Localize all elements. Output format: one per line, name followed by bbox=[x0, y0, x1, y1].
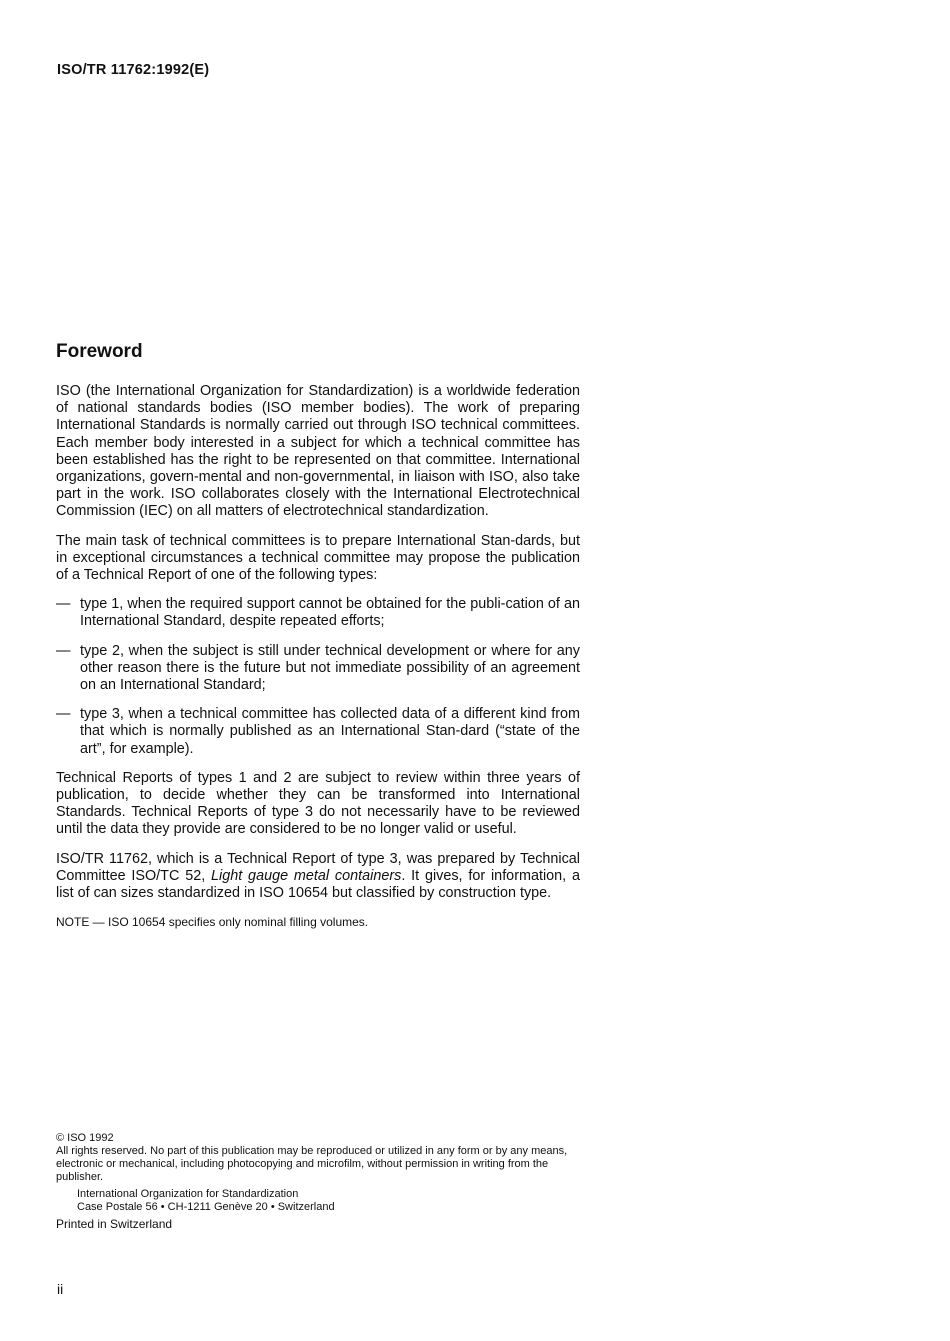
paragraph-iso-intro: ISO (the International Organization for Standardization) is a worldwide federation of national standards bodies (ISO member bodies). The work of preparing International Standards is normally carried out through ISO technical committees. Each member body interested in a subject for which a technical committee has been established has the right to be represented on that committee. International organizations, govern-mental and non-governmental, in liaison with ISO, also take part in the work. ISO collaborates closely with the International Electrotechnical Commission (IEC) on all matters of electrotechnical standardization. bbox=[56, 383, 580, 520]
foreword-heading: Foreword bbox=[56, 341, 143, 362]
committee-title: Light gauge metal containers bbox=[211, 867, 402, 884]
printed-in: Printed in Switzerland bbox=[56, 1217, 173, 1231]
document-id: ISO/TR 11762:1992(E) bbox=[57, 62, 210, 78]
publisher-name: International Organization for Standardization bbox=[77, 1188, 299, 1200]
list-item-text: type 2, when the subject is still under technical development or where for any other reason there is the future but not immediate possibility of an agreement on an International Standard; bbox=[80, 642, 580, 694]
prepared-by-text-end: . It gives, for information, a list of can sizes standardized in ISO 10654 but classified by construction type. bbox=[56, 867, 580, 902]
copyright-line: © ISO 1992 bbox=[56, 1132, 114, 1144]
list-item-type-3 bbox=[56, 706, 580, 758]
list-item-text: type 1, when the required support cannot be obtained for the publi-cation of an International Standard, despite repeated efforts; bbox=[80, 596, 580, 630]
note: NOTE — ISO 10654 specifies only nominal filling volumes. bbox=[56, 915, 369, 930]
dash-bullet: — bbox=[56, 642, 71, 659]
list-item-type-1 bbox=[56, 596, 580, 630]
page-number: ii bbox=[57, 1281, 64, 1297]
list-item-text: type 3, when a technical committee has collected data of a different kind from that which is normally published as an International Stan-dard (“state of the art”, for example). bbox=[80, 706, 580, 757]
paragraph-prepared-by bbox=[56, 851, 580, 903]
postal-address: Case Postale 56 • CH-1211 Genève 20 • Switzerland bbox=[77, 1201, 335, 1213]
foreword-body bbox=[56, 383, 580, 931]
dash-bullet: — bbox=[56, 706, 71, 723]
copyright-block bbox=[56, 1132, 580, 1231]
rights-statement: All rights reserved. No part of this publication may be reproduced or utilized in any form or by any means, electronic or mechanical, including photocopying and microfilm, without permission in writing from the publisher. bbox=[56, 1145, 568, 1183]
dash-bullet: — bbox=[56, 596, 71, 613]
paragraph-main-task: The main task of technical committees is to prepare International Stan-dards, but in exceptional circumstances a technical committee may propose the publication of a Technical Report of one of the following types: bbox=[56, 532, 580, 584]
paragraph-review: Technical Reports of types 1 and 2 are subject to review within three years of publication, to decide whether they can be transformed into International Standards. Technical Reports of type 3 do not necessarily have to be reviewed until the data they provide are considered to be no longer valid or useful. bbox=[56, 769, 580, 838]
list-item-type-2 bbox=[56, 643, 580, 695]
prepared-by-text: ISO/TR 11762, which is a Technical Report of type 3, was prepared by Technical Committee ISO/TC 52, bbox=[56, 850, 580, 884]
publisher-address bbox=[56, 1188, 580, 1214]
